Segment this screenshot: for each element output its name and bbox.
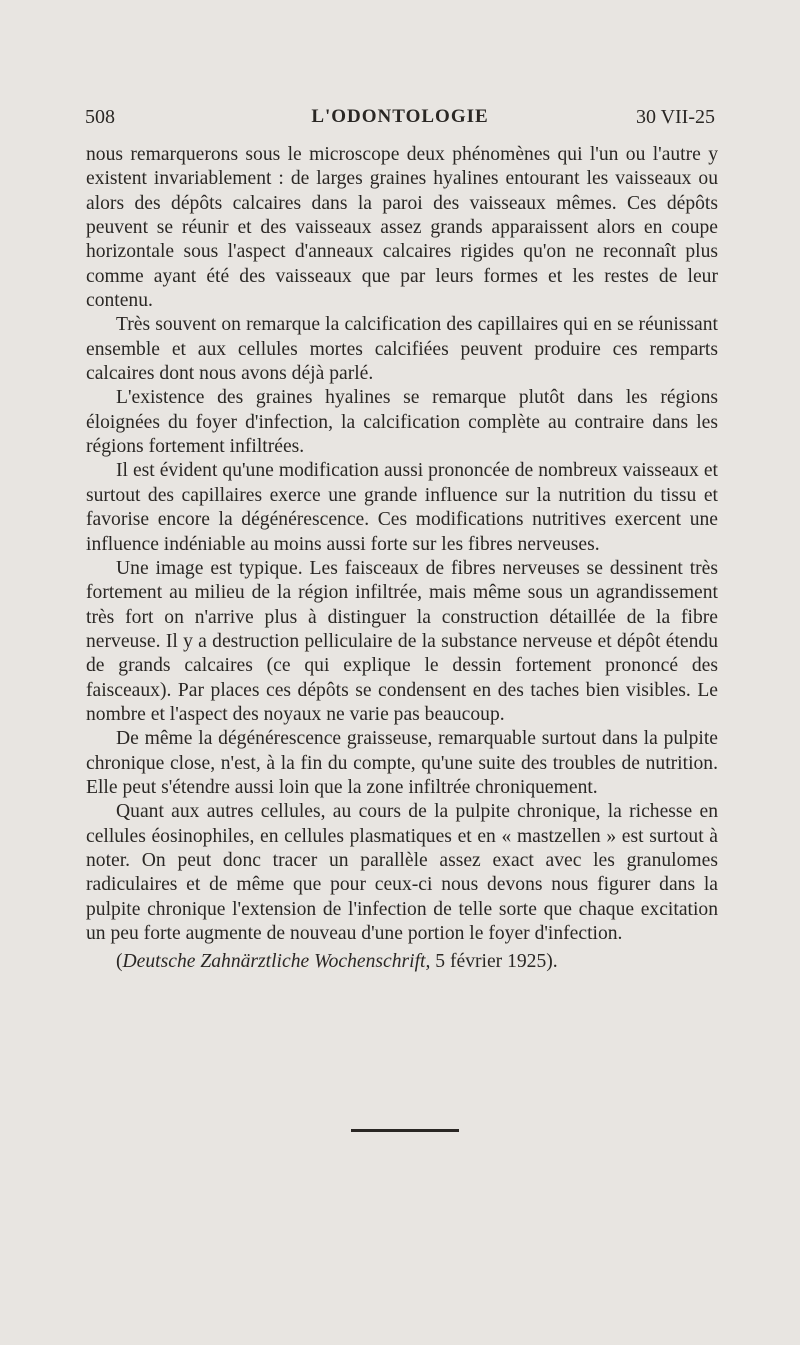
paragraph: Quant aux autres cellules, au cours de la pulpite chronique, la richesse en cellules éosinophiles, en cellules plasmatiques et en « mastzellen » est surtout à noter. On peut donc tracer un parallèle assez exact avec les granulomes radiculaires et de même que pour ceux-ci nous devons nous figurer dans la pulpite chronique l'extension de l'infection de telle sorte que chaque excitation un peu forte augmente de nouveau d'une portion le foyer d'infection. bbox=[86, 801, 718, 944]
paragraph: Il est évident qu'une modification aussi prononcée de nombreux vaisseaux et surtout des capillaires exerce une grande influence sur la nutrition du tissu et favorise encore la dégénérescence. Ces modifications nutritives exercent une influence indéniable au moins aussi forte sur les fibres nerveuses. bbox=[86, 460, 718, 555]
end-rule bbox=[351, 1129, 459, 1132]
issue-date: 30 VII-25 bbox=[635, 106, 715, 128]
article-body bbox=[86, 143, 718, 975]
citation-open-paren: ( bbox=[116, 951, 123, 973]
paragraph: nous remarquerons sous le microscope deux phénomènes qui l'un ou l'autre y existent invariablement : de larges graines hyalines entourant les vaisseaux ou alors des dépôts calcaires dans la paroi des vaisseaux mêmes. Ces dépôts peuvent se réunir et des vaisseaux assez grands apparaissent alors en coupe horizontale sous l'aspect d'anneaux calcaires rigides qu'on ne reconnaît plus comme ayant été des vaisseaux que par leurs formes et les restes de leur contenu. bbox=[86, 144, 718, 312]
paragraph: De même la dégénérescence graisseuse, remarquable surtout dans la pulpite chronique close, n'est, à la fin du compte, qu'une suite des troubles de nutrition. Elle peut s'étendre aussi loin que la zone infiltrée chroniquement. bbox=[86, 728, 718, 798]
paragraph: Très souvent on remarque la calcification des capillaires qui en se réunissant ensemble et aux cellules mortes calcifiées peuvent produire ces remparts calcaires dont nous avons déjà parlé. bbox=[86, 314, 718, 385]
citation-date: 5 février 1925). bbox=[430, 951, 558, 973]
page-number: 508 bbox=[85, 106, 115, 128]
paragraph: L'existence des graines hyalines se remarque plutôt dans les régions éloignées du foyer d'infection, la calcification complète au contraire dans les régions fortement infiltrées. bbox=[86, 387, 718, 458]
citation-source: Deutsche Zahnärztliche Wochenschrift, bbox=[122, 951, 431, 973]
citation bbox=[86, 950, 718, 974]
running-header bbox=[85, 106, 715, 134]
journal-title: L'ODONTOLOGIE bbox=[311, 106, 489, 127]
paragraph: Une image est typique. Les faisceaux de fibres nerveuses se dessinent très fortement au milieu de la région infiltrée, mais même sous un agrandissement très fort on n'arrive plus à distinguer la construction détaillée de la fibre nerveuse. Il y a destruction pelliculaire de la substance nerveuse et dépôt étendu de grands calcaires (ce qui explique le dessin fortement prononcé des faisceaux). Par places ces dépôts se condensent en des taches bien visibles. Le nombre et l'aspect des noyaux ne varie pas beaucoup. bbox=[86, 557, 718, 725]
